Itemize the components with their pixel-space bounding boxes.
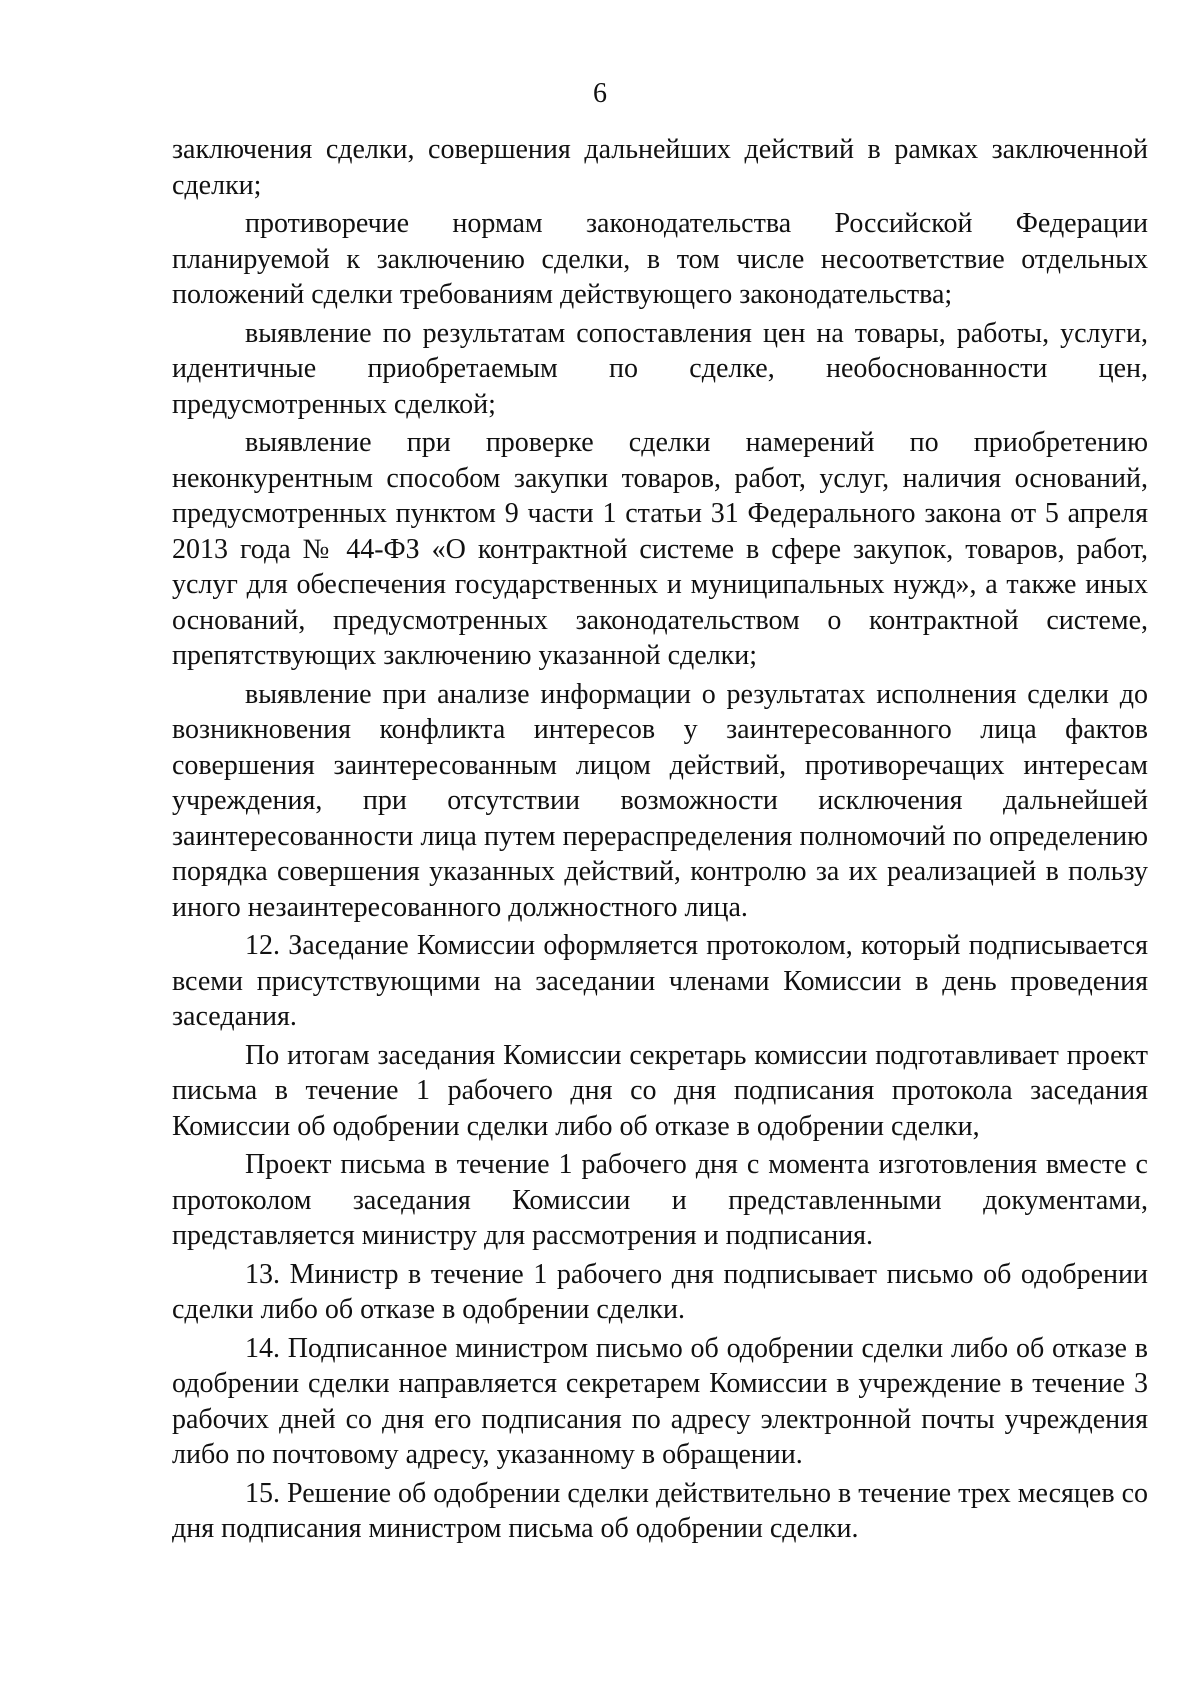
paragraph: выявление при проверке сделки намерений по приобретению неконкурентным способом закупки товаров, работ, услуг, наличия оснований, предусмотренных пунктом 9 части 1 статьи 31 Федерального закона от 5 апреля 2013 года № 44-ФЗ «О контрактной системе в сфере закупок, товаров, работ, услуг для обеспечения государственных и муниципальных нужд», а также иных оснований, предусмотренных законодательством о контрактной системе, препятствующих заключению указанной сделки;: [172, 427, 1148, 671]
paragraph: Проект письма в течение 1 рабочего дня с момента изготовления вместе с протоколом заседания Комиссии и представленными документами, представляется министру для рассмотрения и подписания.: [172, 1149, 1148, 1251]
page-number: 6: [593, 78, 607, 109]
paragraph: 13. Министр в течение 1 рабочего дня подписывает письмо об одобрении сделки либо об отказе в одобрении сделки.: [172, 1258, 1148, 1325]
document-body: [172, 132, 1148, 1550]
paragraph: выявление по результатам сопоставления цен на товары, работы, услуги, идентичные приобретаемым по сделке, необоснованности цен, предусмотренных сделкой;: [172, 317, 1148, 420]
paragraph: 15. Решение об одобрении сделки действительно в течение трех месяцев со дня подписания министром письма об одобрении сделки.: [172, 1477, 1148, 1544]
paragraph: выявление при анализе информации о результатах исполнения сделки до возникновения конфликта интересов у заинтересованного лица фактов совершения заинтересованным лицом действий, противоречащих интересам учреждения, при отсутствии возможности исключения дальнейшей заинтересованности лица путем перераспределения полномочий по определению порядка совершения указанных действий, контролю за их реализацией в пользу иного незаинтересованного должностного лица.: [172, 678, 1148, 923]
paragraph: По итогам заседания Комиссии секретарь комиссии подготавливает проект письма в течение 1 рабочего дня со дня подписания протокола заседания Комиссии об одобрении сделки либо об отказе в одобрении сделки,: [172, 1039, 1148, 1142]
paragraph: 12. Заседание Комиссии оформляется протоколом, который подписывается всеми присутствующими на заседании членами Комиссии в день проведения заседания.: [172, 930, 1148, 1032]
paragraph: противоречие нормам законодательства Российской Федерации планируемой к заключению сделки, в том числе несоответствие отдельных положений сделки требованиям действующего законодательства;: [172, 208, 1148, 310]
paragraph: 14. Подписанное министром письмо об одобрении сделки либо об отказе в одобрении сделки направляется секретарем Комиссии в учреждение в течение 3 рабочих дней со дня его подписания по адресу электронной почты учреждения либо по почтовому адресу, указанному в обращении.: [172, 1332, 1148, 1470]
paragraph: заключения сделки, совершения дальнейших действий в рамках заключенной сделки;: [172, 134, 1148, 201]
